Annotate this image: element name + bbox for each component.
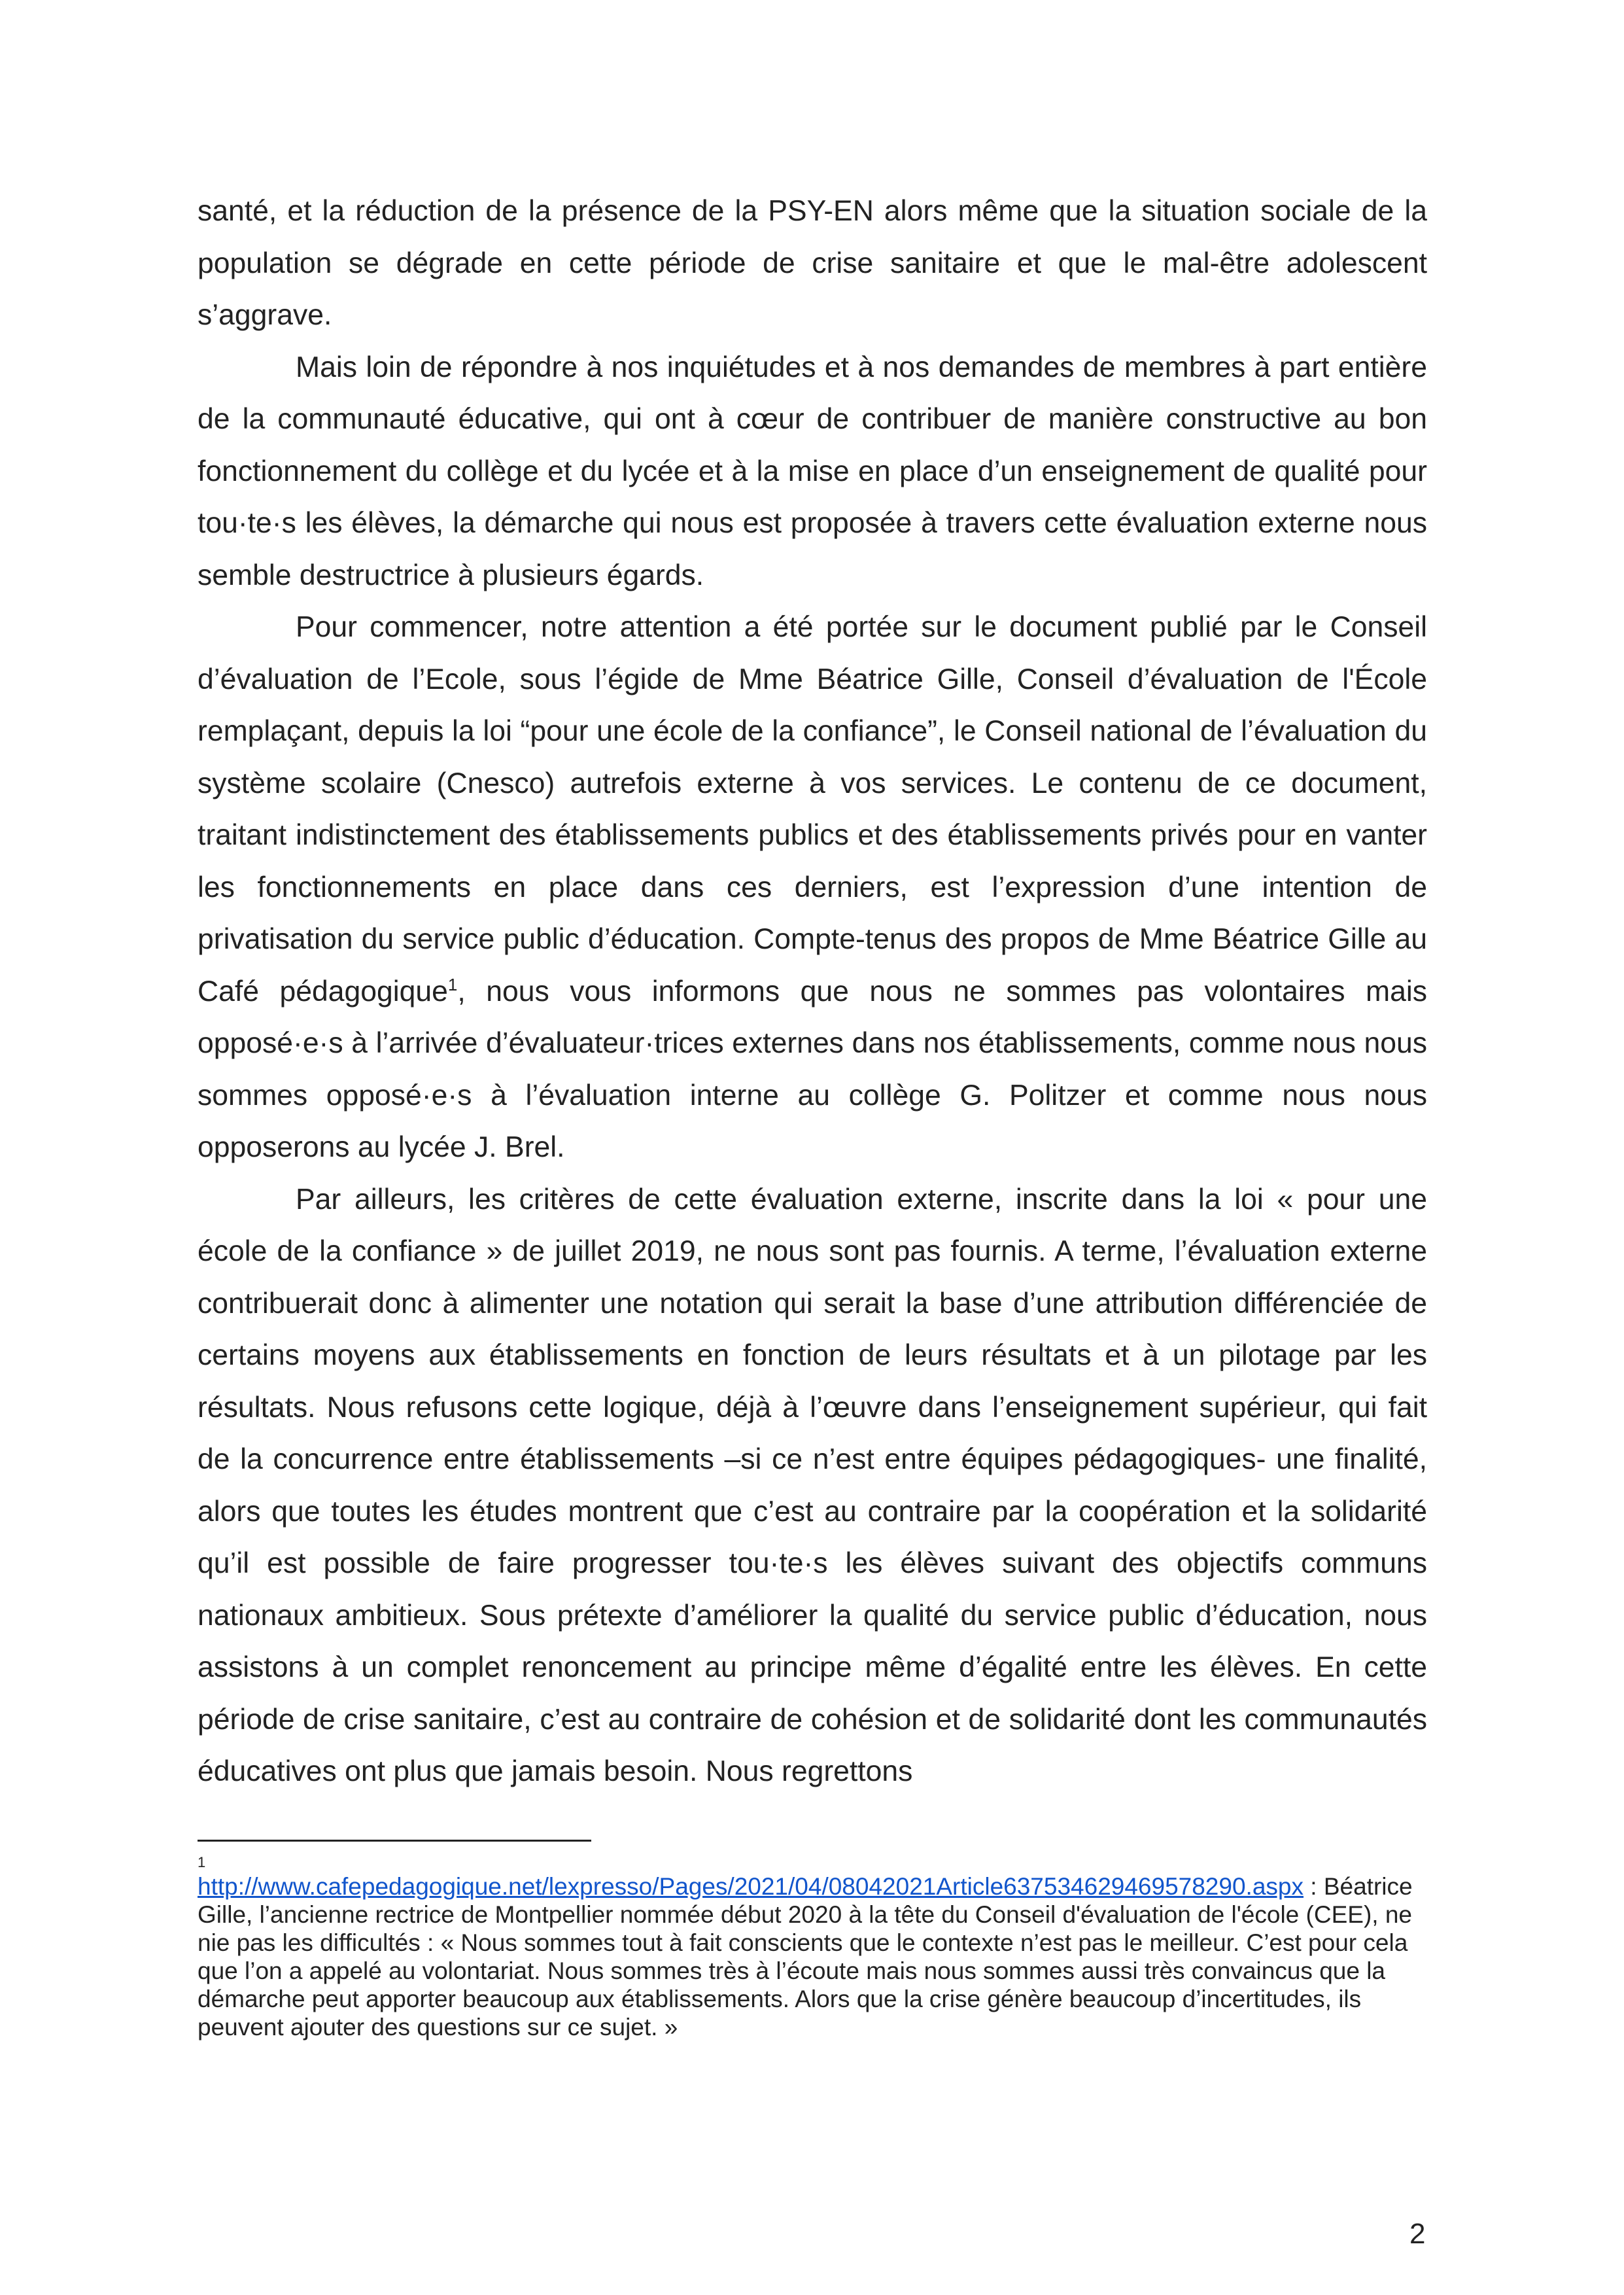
footnote-reference[interactable]: 1 [447, 974, 458, 994]
footnote [198, 1853, 1427, 2041]
paragraph-3-text-before: Pour commencer, notre attention a été portée sur le document publié par le Conseil d’évaluation de l’Ecole, sous l’égide de Mme Béatrice Gille, Conseil d’évaluation de l'École remplaçant, depuis la loi “pour une école de la confiance”, le Conseil national de l’évaluation du système scolaire (Cnesco) autrefois externe à vos services. Le contenu de ce document, traitant indistinctement des établissements publics et des établissements privés pour en vanter les fonctionnements en place dans ces derniers, est l’expression d’une intention de privatisation du service public d’éducation. Compte-tenus des propos de Mme Béatrice Gille au Café pédagogique [198, 611, 1427, 1007]
paragraph-3-text-after: , nous vous informons que nous ne sommes pas volontaires mais opposé·e·s à l’arrivée d’évaluateur·trices externes dans nos établissements, comme nous nous sommes opposé·e·s à l’évaluation interne au collège G. Politzer et comme nous nous opposerons au lycée J. Brel. [198, 975, 1427, 1163]
paragraph-1: santé, et la réduction de la présence de la PSY-EN alors même que la situation sociale de la population se dégrade en cette période de crise sanitaire et que le mal-être adolescent s’aggrave. [198, 195, 1427, 331]
paragraph-3 [198, 601, 1427, 1174]
footnote-link[interactable]: http://www.cafepedagogique.net/lexpresso/Pages/2021/04/08042021Article637534629469578290.aspx [198, 1873, 1304, 1900]
body-text [198, 185, 1427, 1798]
footnote-separator [198, 1840, 591, 1842]
footnote-text: : Béatrice Gille, l’ancienne rectrice de Montpellier nommée début 2020 à la tête du Conseil d'évaluation de l'école (CEE), ne nie pas les difficultés : « Nous sommes tout à fait conscients que le contexte n’est pas le meilleur. C’est pour cela que l’on a appelé au volontariat. Nous sommes très à l’écoute mais nous sommes aussi très convaincus que la démarche peut apporter beaucoup aux établissements. Alors que la crise génère beaucoup d’incertitudes, ils peuvent ajouter des questions sur ce sujet. » [198, 1873, 1413, 2041]
paragraph-2: Mais loin de répondre à nos inquiétudes et à nos demandes de membres à part entière de la communauté éducative, qui ont à cœur de contribuer de manière constructive au bon fonctionnement du collège et du lycée et à la mise en place d’un enseignement de qualité pour tou·te·s les élèves, la démarche qui nous est proposée à travers cette évaluation externe nous semble destructrice à plusieurs égards. [198, 351, 1427, 591]
footnote-body [198, 1872, 1427, 2041]
paragraph-4: Par ailleurs, les critères de cette évaluation externe, inscrite dans la loi « pour une école de la confiance » de juillet 2019, ne nous sont pas fournis. A terme, l’évaluation externe contribuerait donc à alimenter une notation qui serait la base d’une attribution différenciée de certains moyens aux établissements en fonction de leurs résultats et à un pilotage par les résultats. Nous refusons cette logique, déjà à l’œuvre dans l’enseignement supérieur, qui fait de la concurrence entre établissements –si ce n’est entre équipes pédagogiques- une finalité, alors que toutes les études montrent que c’est au contraire par la coopération et la solidarité qu’il est possible de faire progresser tou·te·s les élèves suivant des objectifs communs nationaux ambitieux. Sous prétexte d’améliorer la qualité du service public d’éducation, nous assistons à un complet renoncement au principe même d’égalité entre les élèves. En cette période de crise sanitaire, c’est au contraire de cohésion et de solidarité dont les communautés éducatives ont plus que jamais besoin. Nous regrettons [198, 1183, 1427, 1787]
footnote-number: 1 [198, 1854, 206, 1870]
page-number: 2 [1409, 2218, 1426, 2250]
